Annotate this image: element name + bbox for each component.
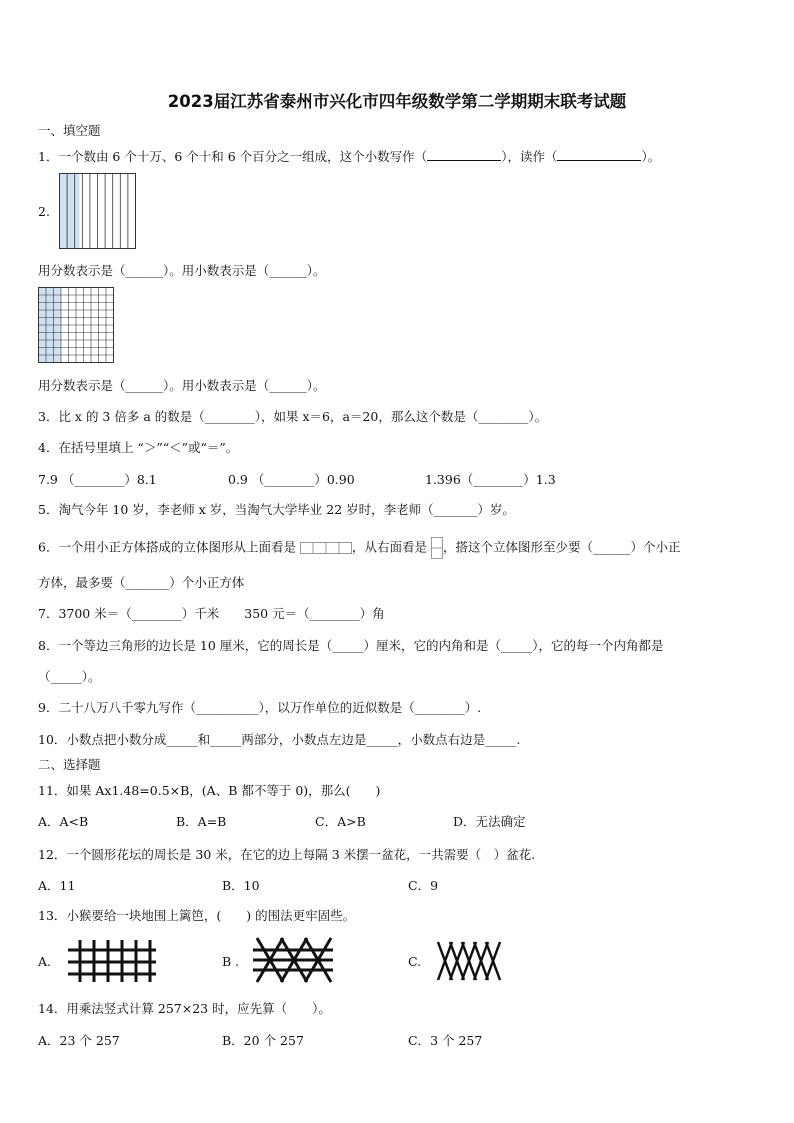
question-14: 14．用乘法竖式计算 257×23 时，应先算（ ）。: [38, 1001, 331, 1016]
q6-text-a: 6．一个用小正方体搭成的立体图形从上面看是: [38, 539, 296, 555]
q1-blank-2[interactable]: [557, 148, 641, 162]
q6-line-2: 方体，最多要（_______）个小正方体: [38, 575, 245, 590]
section-fill-in: 一、填空题: [38, 123, 101, 138]
top-view-icon: [300, 542, 352, 554]
question-13: 13．小猴要给一块地围上篱笆，( ) 的围法更牢固些。: [38, 908, 356, 923]
question-9: 9．二十八万八千零九写作（__________），以万作单位的近似数是（________）.: [38, 700, 482, 715]
q12-option-c[interactable]: C．9: [408, 878, 439, 893]
question-10: 10．小数点把小数分成_____和_____两部分，小数点左边是_____，小数点右边是_____.: [38, 732, 521, 747]
q11-option-a[interactable]: A．A<B: [38, 814, 89, 829]
q11-option-c[interactable]: C．A>B: [315, 814, 366, 829]
q11-option-b[interactable]: B．A=B: [176, 814, 227, 829]
q2-answer-line-2: 用分数表示是（______）。用小数表示是（______）。: [38, 378, 326, 393]
question-11: 11．如果 Ax1.48=0.5×B，(A、B 都不等于 0)，那么( ): [38, 783, 381, 798]
q2-strip-figure: [59, 173, 137, 249]
q4-item-3: 1.396（________）1.3: [425, 472, 556, 487]
question-3: 3．比 x 的 3 倍多 a 的数是（________），如果 x＝6，a＝20，那么这个数是（________）。: [38, 409, 548, 424]
fence-grid-figure: [66, 938, 158, 984]
question-1: [38, 147, 660, 165]
fence-diagonal-figure: [436, 940, 504, 982]
q4-item-1: 7.9 （________）8.1: [38, 472, 157, 487]
question-8: 8．一个等边三角形的边长是 10 厘米，它的周长是（_____）厘米，它的内角和是（_____），它的每一个内角都是: [38, 638, 664, 653]
section-multiple-choice: 二、选择题: [38, 757, 101, 772]
q1-text-c: ）。: [641, 149, 661, 164]
q13-option-c[interactable]: C.: [408, 954, 422, 969]
q8-line-2: （_____）。: [38, 669, 101, 684]
q1-text-a: 1．一个数由 6 个十万、6 个十和 6 个百分之一组成，这个小数写作（: [38, 149, 428, 164]
q2-grid-figure: [38, 287, 115, 363]
q14-option-c[interactable]: C．3 个 257: [408, 1033, 483, 1048]
question-5: 5．淘气今年 10 岁，李老师 x 岁，当淘气大学毕业 22 岁时，李老师（_______）岁。: [38, 502, 515, 517]
q13-option-a[interactable]: A.: [38, 954, 52, 969]
question-6: [38, 537, 680, 559]
fence-cross-figure: [251, 936, 335, 984]
q6-text-c: ，搭这个立体图形至少要（______）个小正: [442, 539, 681, 555]
q13-option-b[interactable]: B .: [222, 954, 240, 969]
q2-number: 2.: [38, 204, 50, 219]
question-4: 4．在括号里填上 “＞”“＜”或“＝”。: [38, 440, 239, 455]
question-7: 7．3700 米＝（________）千米 350 元＝（________）角: [38, 606, 385, 621]
q6-text-b: ，从右面看是: [351, 539, 427, 555]
q11-option-d[interactable]: D．无法确定: [453, 814, 526, 829]
q12-option-b[interactable]: B．10: [222, 878, 260, 893]
question-12: 12．一个圆形花坛的周长是 30 米，在它的边上每隔 3 米摆一盆花，一共需要（ ）盆花.: [38, 847, 536, 862]
q14-option-a[interactable]: A．23 个 257: [38, 1033, 120, 1048]
q4-item-2: 0.9 （________）0.90: [228, 472, 355, 487]
q14-option-b[interactable]: B．20 个 257: [222, 1033, 304, 1048]
page-title: 2023届江苏省泰州市兴化市四年级数学第二学期期末联考试题: [167, 92, 627, 111]
q2-answer-line-1: 用分数表示是（______）。用小数表示是（______）。: [38, 263, 326, 278]
right-view-icon: [431, 537, 443, 559]
q12-option-a[interactable]: A．11: [38, 878, 76, 893]
q1-blank-1[interactable]: [427, 148, 501, 162]
q1-text-b: ），读作（: [501, 149, 558, 164]
